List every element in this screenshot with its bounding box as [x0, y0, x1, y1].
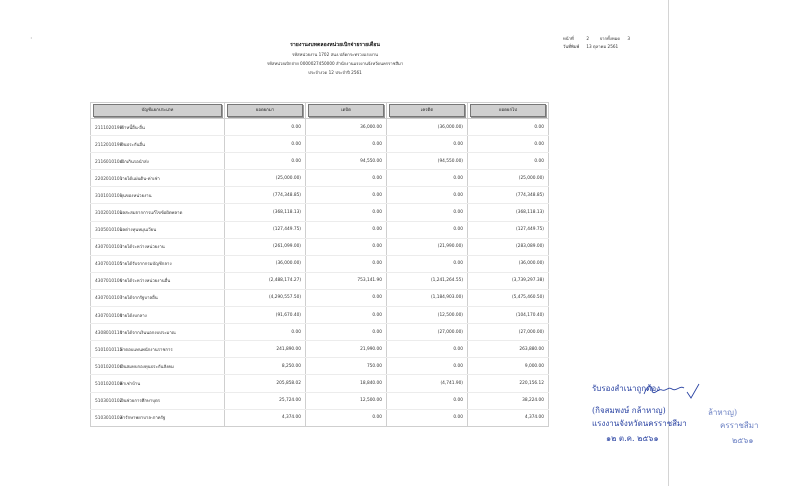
amount-debit: 0.00 — [306, 289, 387, 306]
amount-credit: (27,000.00) — [387, 324, 468, 341]
account-code: 4307010108 — [95, 313, 123, 319]
account-code: 4307010106 — [95, 279, 123, 285]
amount-debit: 0.00 — [306, 204, 387, 221]
account-code: 5103010103 — [95, 416, 123, 422]
amount-carried-forward: 220,156.12 — [468, 375, 549, 392]
amount-brought-forward: 8,250.00 — [225, 358, 306, 375]
certification-signature — [592, 376, 800, 486]
account-code: 2116010104 — [95, 159, 123, 165]
account-code: 2111020199 — [95, 125, 123, 131]
amount-carried-forward: 4,374.00 — [468, 409, 549, 426]
amount-credit: 0.00 — [387, 392, 468, 409]
print-date: 13 ตุลาคม 2561 — [586, 44, 619, 49]
account-cell — [91, 409, 225, 426]
account-cell — [91, 187, 225, 204]
amount-brought-forward: 0.00 — [225, 136, 306, 153]
column-header: ยอดยกไป — [468, 103, 549, 119]
amount-brought-forward: (368,118.13) — [225, 204, 306, 221]
amount-credit: (12,500.00) — [387, 307, 468, 324]
amount-brought-forward: 25,724.00 — [225, 392, 306, 409]
account-name: เจ้าหนี้อื่น-อื่น — [120, 125, 145, 131]
page-info — [563, 35, 630, 51]
amount-credit: 0.00 — [387, 255, 468, 272]
amount-brought-forward: 241,890.00 — [225, 341, 306, 358]
amount-brought-forward: (774,348.85) — [225, 187, 306, 204]
amount-credit: 0.00 — [387, 204, 468, 221]
amount-credit: 0.00 — [387, 170, 468, 187]
account-cell — [91, 119, 225, 136]
account-code: 2202010101 — [95, 176, 123, 182]
table-row — [91, 272, 549, 289]
account-cell — [91, 238, 225, 255]
account-cell — [91, 375, 225, 392]
table-row — [91, 375, 549, 392]
account-code: 4308010110 — [95, 330, 123, 336]
amount-carried-forward: (36,000.00) — [468, 255, 549, 272]
table-row — [91, 392, 549, 409]
sign-date-offprint: ๒๕๖๑ — [732, 436, 754, 445]
table-row — [91, 289, 549, 306]
amount-credit: (94,550.00) — [387, 153, 468, 170]
account-name: ค่าตอบแทนพนักงานราชการ — [120, 347, 173, 353]
report-header — [210, 40, 460, 77]
amount-credit: 0.00 — [387, 187, 468, 204]
amount-debit: 0.00 — [306, 324, 387, 341]
amount-debit: 0.00 — [306, 221, 387, 238]
amount-debit: 21,990.00 — [306, 341, 387, 358]
account-cell — [91, 170, 225, 187]
account-cell — [91, 221, 225, 238]
account-name: เงินช่วยการศึกษาบุตร — [120, 399, 161, 405]
account-cell — [91, 153, 225, 170]
account-name: รายได้ระหว่างหน่วยงานอื่น — [120, 279, 171, 285]
amount-credit: (1,184,903.00) — [387, 289, 468, 306]
column-header: ยอดยกมา — [225, 103, 306, 119]
amount-carried-forward: 263,880.00 — [468, 341, 549, 358]
amount-carried-forward: (283,089.00) — [468, 238, 549, 255]
total-label: จากทั้งหมด — [599, 36, 621, 41]
table-row — [91, 409, 549, 426]
amount-carried-forward: (127,449.75) — [468, 221, 549, 238]
account-cell — [91, 392, 225, 409]
account-name: รายได้ระหว่างหน่วยงาน — [120, 245, 165, 251]
account-name: ผลสะสมจากการแก้ไขข้อผิดพลาด — [120, 211, 183, 217]
page-label: หน้าที่ — [563, 36, 574, 41]
amount-carried-forward: 0.00 — [468, 136, 549, 153]
account-name: เบิกเกินรอนำส่ง — [120, 159, 149, 165]
amount-carried-forward: 9,000.00 — [468, 358, 549, 375]
account-name: รายได้งบกลาง — [120, 313, 147, 319]
report-period-line: ประจำงวด 12 ประจำปี 2561 — [308, 70, 362, 75]
account-code: 3102010101 — [95, 211, 123, 217]
amount-credit: 0.00 — [387, 221, 468, 238]
column-header: เครดิต — [387, 103, 468, 119]
account-cell — [91, 307, 225, 324]
amount-debit: 753,141.90 — [306, 272, 387, 289]
account-name: เงินสมทบกองทุนประกันสังคม — [120, 364, 174, 370]
amount-debit: 94,550.00 — [306, 153, 387, 170]
account-name: ทุนของหน่วยงาน — [120, 193, 152, 199]
account-cell — [91, 341, 225, 358]
page-number: 2 — [586, 36, 590, 41]
account-code: 5101020106 — [95, 364, 123, 370]
signer-position-offprint: ครราชสีมา — [720, 421, 759, 430]
amount-brought-forward: (2,488,174.27) — [225, 272, 306, 289]
amount-debit: 36,000.00 — [306, 119, 387, 136]
account-name: ผลต่างทุนหมุนเวียน — [120, 228, 157, 234]
amount-carried-forward: (368,118.13) — [468, 204, 549, 221]
amount-carried-forward: (27,000.00) — [468, 324, 549, 341]
amount-brought-forward: (261,099.00) — [225, 238, 306, 255]
amount-brought-forward: 0.00 — [225, 119, 306, 136]
table-row — [91, 187, 549, 204]
amount-brought-forward: 0.00 — [225, 324, 306, 341]
account-cell — [91, 272, 225, 289]
amount-credit: (36,000.00) — [387, 119, 468, 136]
signer-name: (กิจสมพงษ์ กล้าหาญ) — [592, 406, 666, 415]
account-name: รายได้จากเงินนอกงบประมาณ — [120, 330, 176, 336]
signer-name-offprint: ล้าหาญ) — [708, 408, 738, 417]
account-name: รายได้จากรัฐบาลอื่น — [120, 296, 158, 302]
account-cell — [91, 136, 225, 153]
table-row — [91, 307, 549, 324]
amount-credit: (21,990.00) — [387, 238, 468, 255]
amount-debit: 18,840.00 — [306, 375, 387, 392]
trial-balance-table — [90, 102, 549, 427]
certify-text: รับรองสำเนาถูกต้อง — [592, 384, 661, 393]
account-code: 5101010115 — [95, 347, 123, 353]
amount-carried-forward: (25,000.00) — [468, 170, 549, 187]
account-cell — [91, 255, 225, 272]
amount-brought-forward: 4,374.00 — [225, 409, 306, 426]
amount-debit: 0.00 — [306, 238, 387, 255]
amount-carried-forward: (5,475,460.50) — [468, 289, 549, 306]
table-row — [91, 170, 549, 187]
amount-credit: 0.00 — [387, 341, 468, 358]
account-code: 5103010102 — [95, 399, 123, 405]
table-row — [91, 136, 549, 153]
table-row — [91, 238, 549, 255]
amount-brought-forward: (91,670.40) — [225, 307, 306, 324]
total-pages: 3 — [627, 36, 631, 41]
account-name: ค่ารักษาพยาบาล-ภาครัฐ — [120, 416, 166, 422]
table-header-row — [91, 103, 549, 119]
signer-position: แรงงานจังหวัดนครราชสีมา — [592, 419, 687, 428]
amount-carried-forward: (774,348.85) — [468, 187, 549, 204]
amount-debit: 12,500.00 — [306, 392, 387, 409]
account-code: 5101020108 — [95, 381, 123, 387]
report-title: รายงานงบทดลองหน่วยเบิกจ่ายรายเดือน — [290, 42, 380, 48]
table-row — [91, 341, 549, 358]
table-row — [91, 221, 549, 238]
table-row — [91, 119, 549, 136]
account-code: 3101010101 — [95, 193, 123, 199]
amount-carried-forward: 0.00 — [468, 153, 549, 170]
sign-date: ๑๒ ต.ค. ๒๕๖๑ — [606, 434, 659, 443]
table-row — [91, 204, 549, 221]
column-header: บัญชีแยกประเภท — [91, 103, 225, 119]
amount-debit: 0.00 — [306, 187, 387, 204]
table-row — [91, 153, 549, 170]
account-code: 4307010103 — [95, 245, 123, 251]
account-name: เงินประกันอื่น — [120, 142, 145, 148]
amount-credit: (1,241,264.55) — [387, 272, 468, 289]
table-body — [91, 119, 549, 427]
amount-debit: 0.00 — [306, 307, 387, 324]
amount-debit: 0.00 — [306, 170, 387, 187]
account-cell — [91, 204, 225, 221]
account-code: 4307010105 — [95, 262, 123, 268]
account-name: รายได้แผ่นดิน-ค่าเช่า — [120, 176, 160, 182]
column-header: เดบิต — [306, 103, 387, 119]
amount-debit: 0.00 — [306, 136, 387, 153]
amount-credit: 0.00 — [387, 409, 468, 426]
report-subtitle: รหัสหน่วยงาน 1702 สนง.ปลัดกระทรวงแรงงาน — [292, 52, 378, 57]
amount-carried-forward: (3,739,297.38) — [468, 272, 549, 289]
amount-brought-forward: 205,858.02 — [225, 375, 306, 392]
account-code: 2112010199 — [95, 142, 123, 148]
account-code: 4307010107 — [95, 296, 123, 302]
table-row — [91, 358, 549, 375]
amount-debit: 0.00 — [306, 255, 387, 272]
scan-mark: · — [30, 34, 33, 43]
amount-brought-forward: (127,449.75) — [225, 221, 306, 238]
amount-brought-forward: (25,000.00) — [225, 170, 306, 187]
account-cell — [91, 358, 225, 375]
amount-brought-forward: (4,290,557.50) — [225, 289, 306, 306]
table-row — [91, 324, 549, 341]
amount-debit: 0.00 — [306, 409, 387, 426]
amount-brought-forward: 0.00 — [225, 153, 306, 170]
account-name: ค่าเช่าบ้าน — [120, 381, 141, 387]
account-name: รายได้รับจากกรมบัญชีกลาง — [120, 262, 172, 268]
account-code: 3105010101 — [95, 228, 123, 234]
amount-credit: (4,741.90) — [387, 375, 468, 392]
amount-carried-forward: 0.00 — [468, 119, 549, 136]
amount-credit: 0.00 — [387, 358, 468, 375]
table-row — [91, 255, 549, 272]
account-cell — [91, 324, 225, 341]
amount-debit: 750.00 — [306, 358, 387, 375]
amount-credit: 0.00 — [387, 136, 468, 153]
amount-brought-forward: (36,000.00) — [225, 255, 306, 272]
amount-carried-forward: (104,170.40) — [468, 307, 549, 324]
account-cell — [91, 289, 225, 306]
report-unit-line: รหัสหน่วยเบิกจ่าย 0000027450000 สำนักงานแรงงานจังหวัดนครราชสีมา — [266, 61, 404, 66]
amount-carried-forward: 38,224.00 — [468, 392, 549, 409]
date-label: วันที่พิมพ์ — [563, 44, 580, 49]
